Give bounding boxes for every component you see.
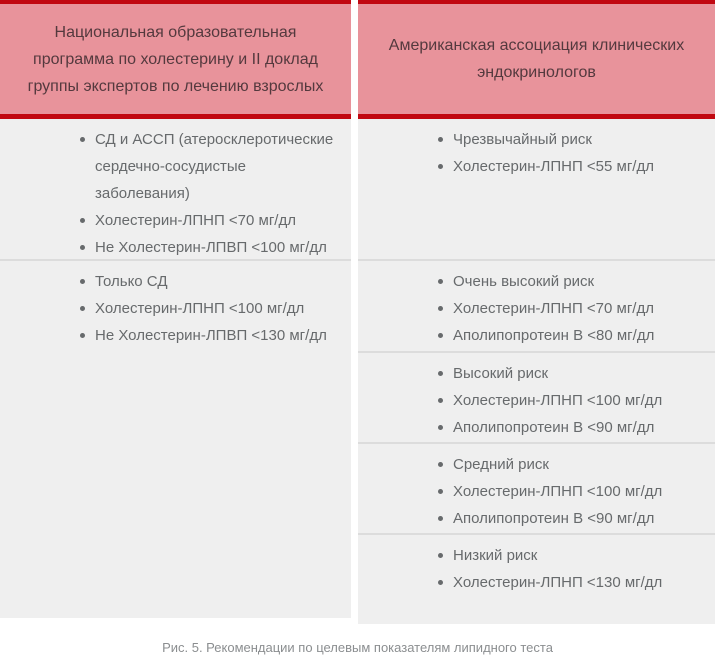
- target-list: [436, 268, 709, 349]
- list-item: [436, 451, 709, 478]
- list-item: [78, 268, 345, 295]
- target-list: [78, 126, 345, 261]
- target-list: [78, 268, 345, 349]
- bullet-icon: [438, 580, 443, 585]
- bullet-icon: [438, 279, 443, 284]
- target-list: [436, 360, 709, 441]
- section-high-risk: [358, 351, 715, 442]
- list-item: [436, 360, 709, 387]
- list-item-text: Холестерин-ЛПНП <70 мг/дл: [95, 212, 296, 229]
- list-item-text: Только СД: [95, 273, 168, 290]
- list-item-text: Аполипопротеин В <80 мг/дл: [453, 327, 655, 344]
- list-item: [78, 207, 345, 234]
- bullet-icon: [438, 553, 443, 558]
- bullet-icon: [80, 218, 85, 223]
- list-item: [78, 322, 345, 349]
- list-item-text: Холестерин-ЛПНП <100 мг/дл: [453, 483, 663, 500]
- list-item-text: Низкий риск: [453, 547, 538, 564]
- bullet-icon: [438, 516, 443, 521]
- section-extreme-risk: [358, 119, 715, 259]
- bullet-icon: [438, 489, 443, 494]
- list-item-text: Холестерин-ЛПНП <55 мг/дл: [453, 158, 654, 175]
- section-low-risk: [358, 533, 715, 624]
- bullet-icon: [80, 279, 85, 284]
- section-ncep-diabetes-only: [0, 259, 351, 618]
- target-list: [436, 542, 709, 596]
- section-very-high-risk: [358, 259, 715, 351]
- list-item-text: Холестерин-ЛПНП <130 мг/дл: [453, 574, 663, 591]
- list-item: [436, 295, 709, 322]
- column-header-aace-label: Американская ассоциация клинических эндокринологов: [388, 37, 685, 81]
- list-item: [78, 126, 345, 207]
- list-item-text: Не Холестерин-ЛПВП <130 мг/дл: [95, 327, 327, 344]
- bullet-icon: [80, 306, 85, 311]
- list-item: [436, 268, 709, 295]
- list-item: [436, 126, 709, 153]
- list-item: [436, 322, 709, 349]
- list-item-text: Холестерин-ЛПНП <70 мг/дл: [453, 300, 654, 317]
- list-item-text: СД и АССП (атеросклеротические сердечно-сосудистые заболевания): [95, 131, 334, 202]
- list-item: [436, 478, 709, 505]
- list-item: [436, 387, 709, 414]
- bullet-icon: [438, 333, 443, 338]
- list-item: [436, 414, 709, 441]
- section-ncep-diabetes-ascvd: [0, 119, 351, 259]
- bullet-icon: [80, 137, 85, 142]
- target-list: [436, 451, 709, 532]
- list-item-text: Холестерин-ЛПНП <100 мг/дл: [95, 300, 305, 317]
- list-item-text: Средний риск: [453, 456, 549, 473]
- list-item-text: Холестерин-ЛПНП <100 мг/дл: [453, 392, 663, 409]
- bullet-icon: [80, 245, 85, 250]
- column-ncep-atp2: [0, 0, 351, 618]
- target-list: [436, 126, 709, 180]
- list-item-text: Очень высокий риск: [453, 273, 595, 290]
- list-item-text: Высокий риск: [453, 365, 549, 382]
- list-item-text: Аполипопротеин В <90 мг/дл: [453, 419, 655, 436]
- bullet-icon: [438, 137, 443, 142]
- bullet-icon: [438, 371, 443, 376]
- list-item: [78, 234, 345, 261]
- column-header-ncep: [0, 0, 351, 119]
- bullet-icon: [438, 425, 443, 430]
- list-item-text: Аполипопротеин В <90 мг/дл: [453, 510, 655, 527]
- column-aace: [358, 0, 715, 624]
- bullet-icon: [438, 306, 443, 311]
- list-item: [436, 569, 709, 596]
- list-item: [436, 505, 709, 532]
- list-item-text: Чрезвычайный риск: [453, 131, 592, 148]
- list-item: [436, 542, 709, 569]
- column-header-aace: [358, 0, 715, 119]
- bullet-icon: [438, 164, 443, 169]
- list-item: [78, 295, 345, 322]
- bullet-icon: [438, 462, 443, 467]
- bullet-icon: [438, 398, 443, 403]
- section-medium-risk: [358, 442, 715, 533]
- list-item-text: Не Холестерин-ЛПВП <100 мг/дл: [95, 239, 327, 256]
- figure-caption: Рис. 5. Рекомендации по целевым показателям липидного теста: [162, 640, 553, 655]
- list-item: [436, 153, 709, 180]
- bullet-icon: [80, 333, 85, 338]
- column-header-ncep-label: Национальная образовательная программа по холестерину и II доклад группы экспертов по лечению взрослых: [27, 23, 324, 95]
